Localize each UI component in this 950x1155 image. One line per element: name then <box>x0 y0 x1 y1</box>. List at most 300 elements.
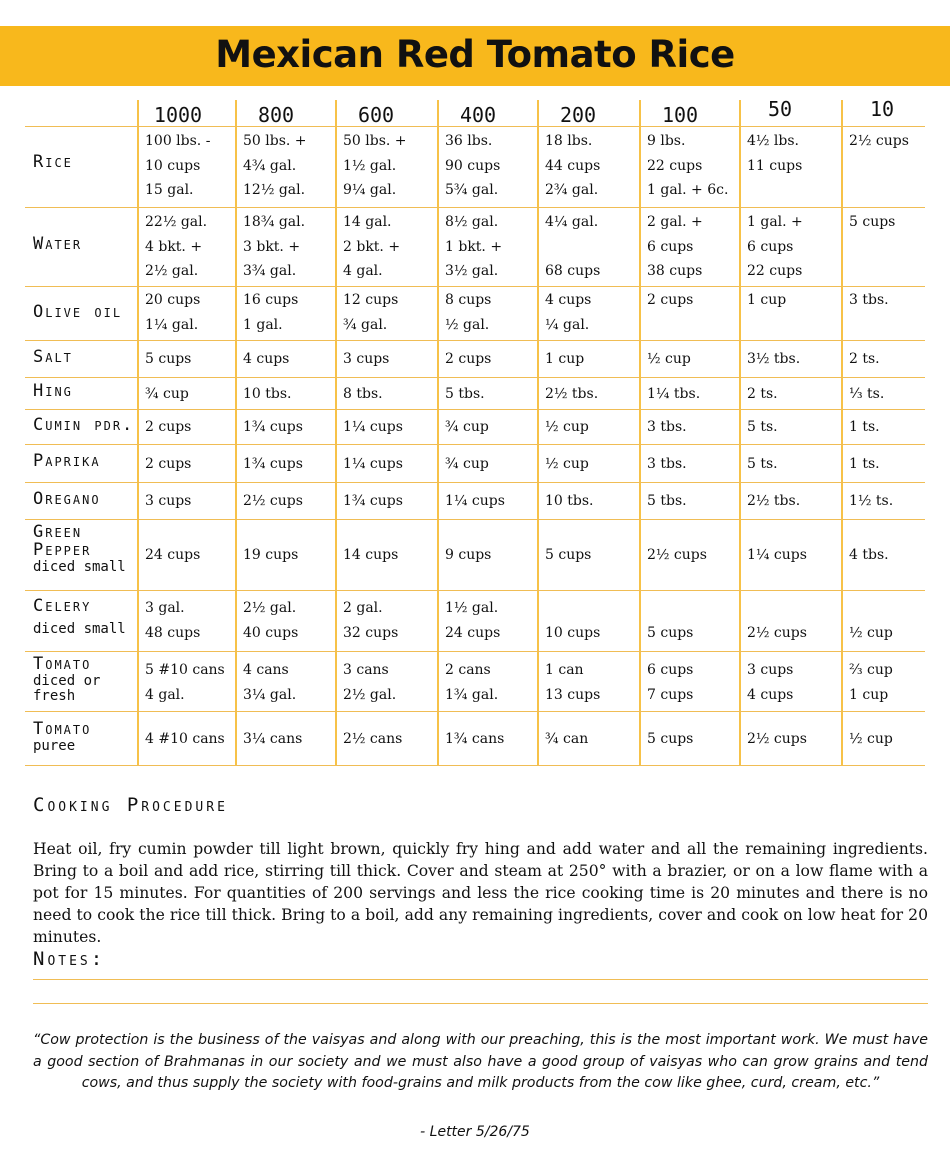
cell-line: 3½ gal. <box>445 263 499 279</box>
cell-line: 4 cups <box>545 292 592 308</box>
cell-line: 2½ cups <box>243 493 303 510</box>
ingredient-label <box>33 598 138 637</box>
cell-line: 24 cups <box>445 624 501 641</box>
quantity-cell <box>343 658 435 707</box>
grid-hline <box>25 711 925 712</box>
quantity-cell <box>445 288 537 337</box>
ingredient-name: Tomato <box>33 719 92 739</box>
cell-line: 15 gal. <box>145 182 194 198</box>
ingredient-label <box>33 236 138 254</box>
quantity-cell <box>243 489 335 514</box>
quantity-cell <box>445 452 537 477</box>
cell-line: 1 cup <box>849 686 889 703</box>
notes-heading: Notes: <box>33 948 106 970</box>
cell-line: 4½ lbs. <box>747 133 800 149</box>
quantity-cell <box>243 129 335 203</box>
quantity-cell <box>145 596 237 645</box>
cell-line: 1¾ cups <box>243 455 303 472</box>
cell-line: 2 cups <box>145 455 192 472</box>
cell-line: 2½ cans <box>343 730 403 747</box>
cell-line: 3 cups <box>747 662 794 678</box>
quantity-cell <box>849 288 941 313</box>
ingredient-name: Salt <box>33 346 73 367</box>
cell-line: 32 cups <box>343 624 399 641</box>
cell-line: 2½ gal. <box>343 686 397 703</box>
cell-line: 2¾ gal. <box>545 182 599 198</box>
grid-vline <box>437 100 439 765</box>
grid-vline <box>841 100 843 765</box>
cell-line: 2 cups <box>145 419 192 436</box>
cell-line: 2½ cups <box>747 730 807 747</box>
quantity-cell <box>343 596 435 645</box>
cell-line: 22 cups <box>747 263 803 279</box>
cell-line: 22½ gal. <box>145 214 208 230</box>
quantity-cell <box>343 489 435 514</box>
grid-vline <box>537 100 539 765</box>
cell-line: 5 cups <box>849 214 896 230</box>
cell-line: 3¼ cans <box>243 730 303 747</box>
cell-line <box>545 235 637 260</box>
cell-line: 6 cups <box>747 238 794 255</box>
quantity-cell <box>243 452 335 477</box>
cell-line: 1¾ gal. <box>445 686 499 703</box>
cell-line: 2 cups <box>647 292 694 308</box>
cell-line: 1 gal. + <box>747 214 803 230</box>
cell-line: 14 cups <box>343 547 399 564</box>
quantity-cell <box>145 210 237 284</box>
quantity-cell <box>343 347 435 372</box>
cell-line: 48 cups <box>145 624 201 641</box>
quantity-cell <box>145 489 237 514</box>
cell-line: 9¼ gal. <box>343 182 397 198</box>
quantity-cell <box>849 596 941 645</box>
cell-line: 100 lbs. - <box>145 133 211 149</box>
ingredient-name: Olive oil <box>33 302 123 322</box>
quantity-cell <box>849 489 941 514</box>
quantity-cell <box>747 129 839 178</box>
quantity-cell <box>849 452 941 477</box>
cell-line: 18 lbs. <box>545 133 593 149</box>
cell-line: 2½ tbs. <box>747 493 801 510</box>
quantity-cell <box>243 347 335 372</box>
cell-line: 12½ gal. <box>243 182 306 198</box>
quantity-cell <box>445 658 537 707</box>
ingredient-note: diced small <box>33 620 126 637</box>
cell-line: 4 gal. <box>145 686 185 703</box>
ingredient-note: diced small <box>33 558 126 575</box>
quantity-cell <box>747 452 839 477</box>
cell-line: 1 ts. <box>849 455 880 472</box>
ingredient-name: Paprika <box>33 451 101 471</box>
cell-line: 1¼ cups <box>445 493 505 510</box>
quantity-cell <box>445 129 537 203</box>
procedure-text: Heat oil, fry cumin powder till light brown, quickly fry hing and add water and all the remaining ingredients. Bring to a boil and add rice, stirring till thick. Cover and steam at 250° with a brazier, or on a low flame with a pot for 15 minutes. For quantities of 200 servings and less the rice cooking time is 20 minutes and there is no need to cook the rice till thick. Bring to a boil, add any remaining ingredients, cover and cook on low heat for 20 minutes. <box>33 840 928 946</box>
cell-line: 6 cups <box>647 662 694 678</box>
cell-line: 90 cups <box>445 157 501 174</box>
cell-line: 5¾ gal. <box>445 182 499 198</box>
quantity-cell <box>343 543 435 568</box>
cell-line: 6 cups <box>647 238 694 255</box>
quantity-cell <box>747 727 839 752</box>
cell-line: ½ cup <box>849 624 893 641</box>
grid-hline <box>25 765 925 766</box>
quantity-cell <box>849 347 941 372</box>
quantity-cell <box>243 415 335 440</box>
cell-line: 12 cups <box>343 292 399 308</box>
quantity-cell <box>647 658 739 707</box>
quantity-cell <box>145 288 237 337</box>
cell-line: 1¼ gal. <box>145 316 199 333</box>
quantity-cell <box>243 288 335 337</box>
cell-line: 5 tbs. <box>647 493 687 510</box>
quantity-cell <box>445 415 537 440</box>
cell-line: 1¼ cups <box>747 547 807 564</box>
cell-line: 5 cups <box>145 351 192 368</box>
quantity-cell <box>243 382 335 407</box>
cell-line: 4¼ gal. <box>545 214 599 230</box>
cell-line: 3 cups <box>145 493 192 510</box>
cell-line: ¾ cup <box>445 455 489 472</box>
column-header: 600 <box>357 103 395 127</box>
cell-line: 3 tbs. <box>647 419 687 436</box>
ingredient-note: puree <box>33 737 76 754</box>
cell-line: 1 gal. + 6c. <box>647 182 729 198</box>
grid-vline <box>335 100 337 765</box>
quantity-cell <box>647 382 739 407</box>
grid-vline <box>739 100 741 765</box>
cell-line: 11 cups <box>747 157 803 174</box>
cell-line: 10 tbs. <box>545 493 594 510</box>
quantity-cell <box>343 415 435 440</box>
column-header: 10 <box>869 97 895 121</box>
cell-line: 2½ cups <box>747 624 807 641</box>
quantity-cell <box>747 210 839 284</box>
cell-line: 4 cans <box>243 662 289 678</box>
column-header: 800 <box>257 103 295 127</box>
quantity-cell <box>545 452 637 477</box>
quantity-cell <box>849 129 941 154</box>
cell-line: 3 gal. <box>145 600 185 616</box>
cell-line: ½ cup <box>849 730 893 747</box>
quantity-cell <box>747 543 839 568</box>
cell-line: 2½ tbs. <box>545 385 599 402</box>
quantity-cell <box>243 543 335 568</box>
cell-line: 1¼ tbs. <box>647 385 701 402</box>
ingredient-label <box>33 488 138 509</box>
cell-line: 3½ tbs. <box>747 351 801 368</box>
cell-line: 1¾ cups <box>243 419 303 436</box>
cell-line: 4¾ gal. <box>243 157 297 174</box>
quantity-cell <box>243 658 335 707</box>
quantity-cell <box>747 347 839 372</box>
cell-line: 1 cup <box>747 292 787 308</box>
cell-line: 2 gal. <box>343 600 383 616</box>
cell-line: 2½ cups <box>849 133 909 149</box>
ingredient-label <box>33 346 138 367</box>
cell-line: 19 cups <box>243 547 299 564</box>
cell-line: 1 cup <box>545 351 585 368</box>
cell-line: 10 cups <box>145 157 201 174</box>
ingredient-name: Hing <box>33 381 73 401</box>
cell-line: ½ cup <box>545 419 589 436</box>
cell-line: 4 cups <box>747 686 794 703</box>
cell-line: 8 cups <box>445 292 492 308</box>
cell-line <box>849 596 941 621</box>
cell-line: 5 cups <box>545 547 592 564</box>
grid-hline <box>25 519 925 520</box>
quantity-cell <box>647 129 739 203</box>
cell-line: 1¾ cans <box>445 730 505 747</box>
cell-line: 4 cups <box>243 351 290 368</box>
quote-text: “Cow protection is the business of the vaisyas and along with our preaching, this is the most important work. We must have a good section of Brahmanas in our society and we must also have a good group of vaisyas who can grow grains and tend cows, and thus supply the society with food-grains and milk products from the cow like ghee, curd, cream, etc.” <box>33 1032 928 1091</box>
cell-line: 9 lbs. <box>647 133 686 149</box>
quantity-cell <box>445 489 537 514</box>
grid-hline <box>25 377 925 378</box>
cell-line: 2 cans <box>445 662 491 678</box>
ingredient-name: Green Pepper <box>33 522 92 560</box>
cell-line: ⅓ ts. <box>849 385 885 402</box>
quantity-cell <box>647 727 739 752</box>
grid-hline <box>25 651 925 652</box>
quantity-cell <box>747 415 839 440</box>
cell-line <box>747 596 839 621</box>
cell-line: 38 cups <box>647 263 703 279</box>
quantity-cell <box>647 596 739 645</box>
cell-line: ½ cup <box>545 455 589 472</box>
cell-line: ½ cup <box>647 351 691 368</box>
quantity-cell <box>747 489 839 514</box>
quantity-cell <box>343 129 435 203</box>
cell-line: 8½ gal. <box>445 214 499 230</box>
quantity-cell <box>747 658 839 707</box>
quantity-cell <box>445 543 537 568</box>
grid-hline <box>25 207 925 208</box>
page-title: Mexican Red Tomato Rice <box>215 33 735 76</box>
quantity-cell <box>145 452 237 477</box>
quantity-cell <box>647 489 739 514</box>
quantity-cell <box>545 543 637 568</box>
cell-line: 2½ gal. <box>145 263 199 279</box>
cell-line <box>647 596 739 621</box>
cell-line: 7 cups <box>647 686 694 703</box>
cell-line: 1½ ts. <box>849 493 894 510</box>
quantity-cell <box>647 347 739 372</box>
quantity-cell <box>343 288 435 337</box>
grid-vline <box>639 100 641 765</box>
quote-attribution: - Letter 5/26/75 <box>420 1124 530 1140</box>
cell-line: 1¾ cups <box>343 493 403 510</box>
quantity-cell <box>647 288 739 313</box>
quantity-cell <box>647 543 739 568</box>
cell-line: 22 cups <box>647 157 703 174</box>
cell-line: 1½ gal. <box>445 600 499 616</box>
quantity-cell <box>445 727 537 752</box>
cell-line: 9 cups <box>445 547 492 564</box>
quantity-cell <box>243 210 335 284</box>
cell-line: 1¼ cups <box>343 419 403 436</box>
quantity-cell <box>343 210 435 284</box>
cell-line: 20 cups <box>145 292 201 308</box>
ingredient-name: Celery <box>33 596 92 616</box>
quantity-cell <box>145 129 237 203</box>
cell-line: 13 cups <box>545 686 601 703</box>
cell-line: ¾ gal. <box>343 316 388 333</box>
quantity-cell <box>145 382 237 407</box>
cell-line: 5 tbs. <box>445 385 485 402</box>
quantity-cell <box>145 727 237 752</box>
quantity-cell <box>145 347 237 372</box>
grid-hline <box>25 340 925 341</box>
quantity-cell <box>545 596 637 645</box>
notes-line <box>33 979 928 980</box>
cell-line: 44 cups <box>545 157 601 174</box>
cell-line: 8 tbs. <box>343 385 383 402</box>
quantity-cell <box>343 727 435 752</box>
grid-hline <box>25 409 925 410</box>
quantity-cell <box>343 452 435 477</box>
quantity-cell <box>145 658 237 707</box>
quantity-cell <box>445 382 537 407</box>
grid-hline <box>25 482 925 483</box>
quantity-cell <box>545 658 637 707</box>
column-header: 400 <box>459 103 497 127</box>
cell-line: 1 ts. <box>849 419 880 436</box>
cell-line: 2 ts. <box>747 385 778 402</box>
quantity-cell <box>747 382 839 407</box>
cell-line: 3¾ gal. <box>243 263 297 279</box>
ingredient-name: Rice <box>33 152 73 172</box>
cell-line: 1 gal. <box>243 316 283 333</box>
quantity-cell <box>145 543 237 568</box>
ingredient-label <box>33 383 138 401</box>
grid-hline <box>25 444 925 445</box>
column-header: 1000 <box>153 103 203 127</box>
procedure-heading: Cooking Procedure <box>33 794 228 816</box>
cell-line: 40 cups <box>243 624 299 641</box>
cell-line: 2 ts. <box>849 351 880 368</box>
cell-line: 2 bkt. + <box>343 238 401 255</box>
quantity-cell <box>545 347 637 372</box>
cell-line: 3 tbs. <box>647 455 687 472</box>
cell-line: 16 cups <box>243 292 299 308</box>
cell-line: 2½ cups <box>647 547 707 564</box>
cell-line: 4 bkt. + <box>145 238 203 255</box>
cell-line: 1¼ cups <box>343 455 403 472</box>
quantity-cell <box>545 288 637 337</box>
grid-hline <box>25 286 925 287</box>
cell-line: ⅔ cup <box>849 662 893 678</box>
cell-line: 2½ gal. <box>243 600 297 616</box>
quantity-cell <box>747 596 839 645</box>
cell-line: 5 #10 cans <box>145 662 225 678</box>
ingredient-label <box>33 721 138 754</box>
quantity-cell <box>849 543 941 568</box>
column-header: 50 <box>767 97 793 121</box>
quantity-cell <box>445 347 537 372</box>
cell-line: 5 cups <box>647 730 694 747</box>
cell-line: ½ gal. <box>445 316 490 333</box>
cell-line: 3¼ gal. <box>243 686 297 703</box>
quantity-cell <box>445 596 537 645</box>
cell-line: 2 cups <box>445 351 492 368</box>
quantity-cell <box>849 210 941 235</box>
grid-hline <box>25 590 925 591</box>
quantity-cell <box>545 382 637 407</box>
ingredient-note: diced or fresh <box>33 672 101 704</box>
quantity-cell <box>647 415 739 440</box>
quantity-cell <box>849 382 941 407</box>
cell-line: 1 bkt. + <box>445 238 503 255</box>
quantity-cell <box>747 288 839 313</box>
cell-line: 2 gal. + <box>647 214 703 230</box>
cell-line: 10 tbs. <box>243 385 292 402</box>
cell-line: 4 gal. <box>343 263 383 279</box>
cell-line: 50 lbs. + <box>343 133 407 149</box>
quantity-cell <box>243 596 335 645</box>
cell-line: 3 cans <box>343 662 389 678</box>
cell-line: 4 tbs. <box>849 547 889 564</box>
ingredient-label <box>33 414 138 435</box>
ingredient-label <box>33 154 138 172</box>
cell-line: 5 ts. <box>747 419 778 436</box>
cell-line: 3 cups <box>343 351 390 368</box>
ingredient-name: Oregano <box>33 488 101 509</box>
quantity-cell <box>647 452 739 477</box>
cell-line <box>545 596 637 621</box>
cell-line: 5 cups <box>647 624 694 641</box>
cell-line: ¾ can <box>545 730 589 747</box>
ingredient-label <box>33 453 138 471</box>
ingredient-name: Water <box>33 234 83 254</box>
quantity-cell <box>849 658 941 707</box>
cell-line: 50 lbs. + <box>243 133 307 149</box>
column-header: 100 <box>661 103 699 127</box>
ingredient-label <box>33 304 138 322</box>
quantity-cell <box>849 727 941 752</box>
quantity-cell <box>545 129 637 203</box>
cell-line: ¾ cup <box>445 419 489 436</box>
quantity-cell <box>545 727 637 752</box>
cell-line: ¾ cup <box>145 385 189 402</box>
quantity-cell <box>647 210 739 284</box>
cell-line: 4 #10 cans <box>145 730 225 747</box>
cell-line: 68 cups <box>545 263 601 279</box>
cell-line: 14 gal. <box>343 214 392 230</box>
cell-line: 18¾ gal. <box>243 214 306 230</box>
quantity-cell <box>545 415 637 440</box>
quantity-cell <box>343 382 435 407</box>
ingredient-label <box>33 524 138 574</box>
cell-line: 10 cups <box>545 624 601 641</box>
quantity-cell <box>545 210 637 284</box>
ingredient-name: Tomato <box>33 654 92 674</box>
notes-line <box>33 1003 928 1004</box>
cell-line: 24 cups <box>145 547 201 564</box>
quantity-cell <box>445 210 537 284</box>
cell-line: 3 bkt. + <box>243 238 301 255</box>
ingredient-label <box>33 656 138 703</box>
cell-line: 1 can <box>545 662 584 678</box>
ingredient-name: Cumin pdr. <box>33 414 135 435</box>
cell-line: 1½ gal. <box>343 157 397 174</box>
quantity-cell <box>545 489 637 514</box>
column-header: 200 <box>559 103 597 127</box>
quantity-cell <box>849 415 941 440</box>
quantity-cell <box>145 415 237 440</box>
quantity-cell <box>243 727 335 752</box>
cell-line: 3 tbs. <box>849 292 889 308</box>
cell-line: 5 ts. <box>747 455 778 472</box>
